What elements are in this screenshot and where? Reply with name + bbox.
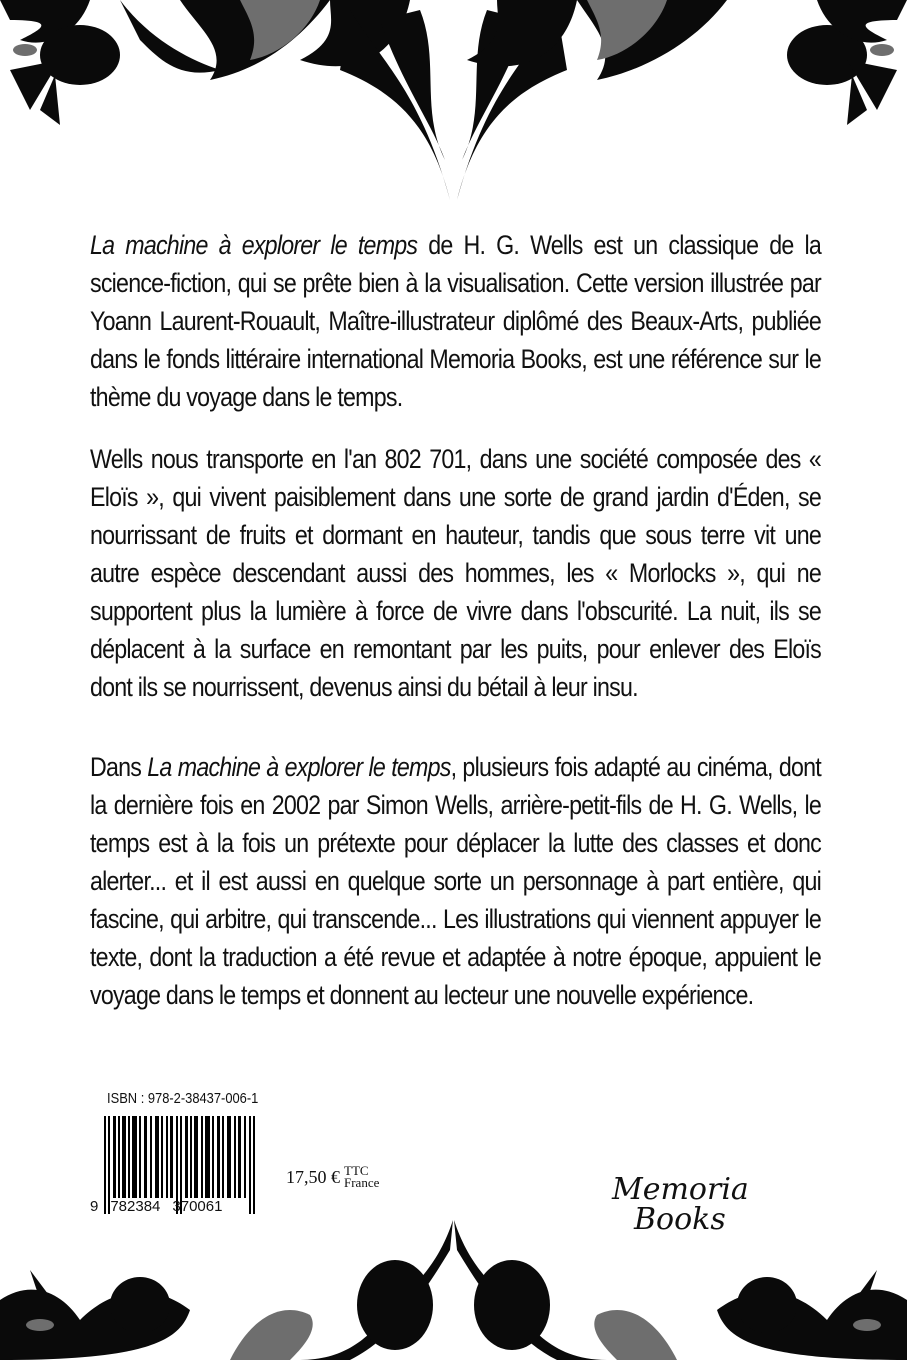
- top-ornament-decoration: [0, 0, 907, 200]
- price-ttc: TTC: [344, 1163, 369, 1178]
- barcode-digits: [90, 1198, 270, 1215]
- bottom-ornament-decoration: [0, 1220, 907, 1360]
- book-title-italic: La machine à explorer le temps: [90, 230, 418, 260]
- barcode-digit-prefix: 9: [90, 1198, 99, 1215]
- price-qualifier: [344, 1165, 379, 1189]
- paragraph-synopsis: [90, 440, 821, 706]
- price: [286, 1165, 379, 1189]
- paragraph-intro-text: de H. G. Wells est un classique de la science-fiction, qui se prête bien à la visualisation. Cette version illustrée par Yoann Laurent-Rouault, Maître-illustrateur diplômé des Beaux-Arts, publiée dans le fonds littéraire international Memoria Books, est une référence sur le thème du voyage dans le temps.: [90, 230, 821, 412]
- paragraph-adaptation-text: , plusieurs fois adapté au cinéma, dont la dernière fois en 2002 par Simon Wells, arrière-petit-fils de H. G. Wells, le temps est à la fois un prétexte pour déplacer la lutte des classes et donc alerter... et il est aussi en quelque sorte un personnage à part entière, qui fascine, qui arbitre, qui transcende... Les illustrations qui viennent appuyer le texte, dont la traduction a été revue et adaptée à notre époque, appuient le voyage dans le temps et donnent au lecteur une nouvelle expérience.: [90, 752, 821, 1010]
- book-title-italic-2: La machine à explorer le temps: [147, 752, 451, 782]
- isbn-label: ISBN : 978-2-38437-006-1: [107, 1090, 259, 1107]
- publisher-logo-line2: Books: [634, 1202, 726, 1237]
- price-country: France: [344, 1175, 380, 1190]
- barcode-digit-group-1: 782384: [110, 1198, 161, 1215]
- paragraph-adaptation: [90, 748, 821, 1014]
- price-amount: 17,50 €: [286, 1166, 340, 1187]
- publisher-logo-line1: Memoria: [612, 1172, 749, 1207]
- paragraph-synopsis-text: Wells nous transporte en l'an 802 701, dans une société composée des « Eloïs », qui vivent paisiblement dans une sorte de grand jardin d'Éden, se nourrissant de fruits et dormant en hauteur, tandis que sous terre vit une autre espèce descendant aussi des hommes, les « Morlocks », qui ne supportent plus la lumière à force de vivre dans l'obscurité. La nuit, ils se déplacent à la surface en remontant par les puits, pour enlever des Eloïs dont ils se nourrissent, devenus ainsi du bétail à leur insu.: [90, 444, 821, 702]
- barcode-digit-group-2: 370061: [172, 1198, 223, 1215]
- paragraph-adaptation-lead: Dans: [90, 752, 148, 782]
- paragraph-intro: [90, 226, 821, 416]
